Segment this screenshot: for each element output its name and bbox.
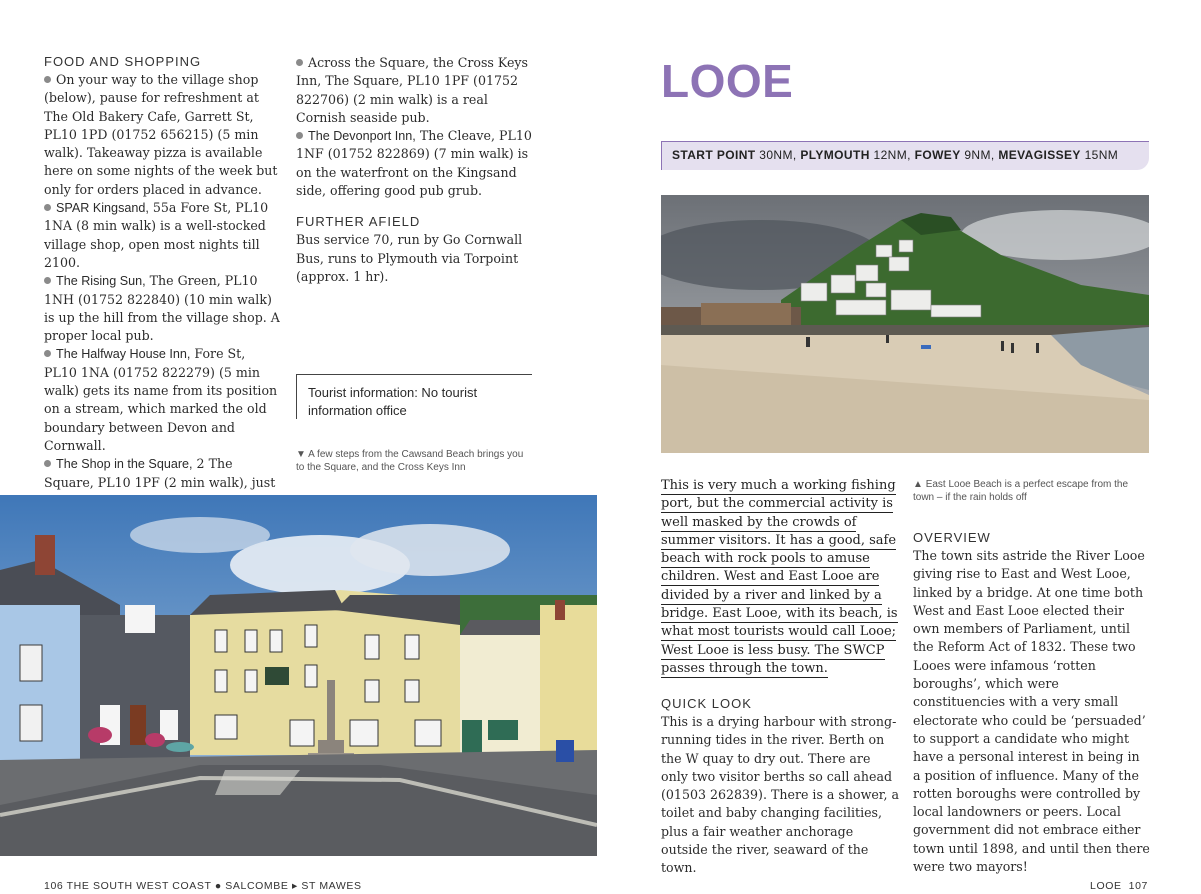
bullet-icon xyxy=(296,59,303,66)
photo-caption-left: ▼ A few steps from the Cawsand Beach brings you to the Square, and the Cross Keys Inn xyxy=(296,449,524,473)
photo-caption-right: ▲ East Looe Beach is a perfect escape from the town – if the rain holds off xyxy=(913,479,1129,503)
triangle-up-icon: ▲ xyxy=(913,479,923,490)
quick-look-section xyxy=(661,696,901,878)
food-shopping-column-2 xyxy=(296,54,534,286)
tourist-info-box: Tourist information: No tourist information office xyxy=(296,374,532,419)
east-looe-beach-photo xyxy=(661,195,1149,453)
food-entry: SPAR Kingsand, 55a Fore St, PL10 1NA (8 min walk) is a well-stocked village shop, open most nights till 2100. xyxy=(44,200,269,270)
overview-text: The town sits astride the River Looe giving rise to East and West Looe, linked by a bridge. At one time both West and East Looe elected their own members of Parliament, until the Reform Act of 1832. These two Looes were infamous ‘rotten boroughs’, which were constituencies with a very small electorate who could be ‘persuaded’ to support a candidate who might have a personal interest in being in a position of influence. Many of the rotten boroughs were controlled by local landowners or peers. Local government did not embrace either town until 1898, and until then there were two mayors! xyxy=(913,548,1150,875)
further-afield-heading: FURTHER AFIELD xyxy=(296,214,421,230)
cawsand-square-photo xyxy=(0,495,597,856)
food-entry: The Halfway House Inn, Fore St, PL10 1NA (01752 822279) (5 min walk) gets its name from its position on a stream, which marked the old boundary between Devon and Cornwall. xyxy=(44,346,278,453)
bullet-icon xyxy=(44,460,51,467)
bullet-icon xyxy=(44,76,51,83)
quick-look-heading: QUICK LOOK xyxy=(661,696,752,711)
food-entry: On your way to the village shop (below), pause for refreshment at The Old Bakery Cafe, Garrett St, PL10 1PD (01752 656215) (5 min walk). Takeaway pizza is available here on some nights of the week but only for orders placed in advance. xyxy=(44,72,278,197)
food-entry: The Devonport Inn, The Cleave, PL10 1NF (01752 822869) (7 min walk) is on the waterfront on the Kingsand side, offering good pub grub. xyxy=(296,128,532,199)
bullet-icon xyxy=(44,204,51,211)
footer-left: 106 THE SOUTH WEST COAST ● SALCOMBE ▸ ST MAWES xyxy=(44,880,362,892)
triangle-right-icon: ▸ xyxy=(291,880,298,892)
distances-bar: START POINT 30NM, PLYMOUTH 12NM, FOWEY 9NM, MEVAGISSEY 15NM xyxy=(661,141,1149,170)
page-title: LOOE xyxy=(661,55,794,107)
food-shopping-heading: FOOD AND SHOPPING xyxy=(44,54,202,69)
further-afield-text: Bus service 70, run by Go Cornwall Bus, runs to Plymouth via Torpoint (approx. 1 hr). xyxy=(296,232,523,284)
bullet-icon xyxy=(44,350,51,357)
food-entry: Across the Square, the Cross Keys Inn, The Square, PL10 1PF (01752 822706) (2 min walk) is a real Cornish seaside pub. xyxy=(296,55,528,125)
overview-section xyxy=(913,530,1151,876)
food-shopping-column-1 xyxy=(44,54,282,547)
quick-look-text: This is a drying harbour with strong-running tides in the river. Berth on the W quay to dry out. There are only two visitor berths so call ahead (01503 262839). There is a shower, a toilet and baby changing facilities, plus a fair weather anchorage outside the river, seaward of the town. xyxy=(661,714,899,876)
footer-right: LOOE 107 xyxy=(1090,880,1148,892)
food-entry: The Shop in the Square, 2 The Square, PL10 1PF (2 min walk), just xyxy=(44,456,276,490)
overview-heading: OVERVIEW xyxy=(913,530,991,545)
bullet-icon: ● xyxy=(214,880,222,892)
bullet-icon xyxy=(44,277,51,284)
intro-paragraph xyxy=(661,477,901,678)
food-entry: The Rising Sun, The Green, PL10 1NH (01752 822840) (10 min walk) is up the hill from the village shop. A proper local pub. xyxy=(44,273,280,344)
triangle-down-icon: ▼ xyxy=(296,449,306,460)
further-afield-section xyxy=(296,214,534,286)
bullet-icon xyxy=(296,132,303,139)
intro-text: This is very much a working fishing port, but the commercial activity is well masked by the crowds of summer visitors. It has a good, safe beach with rock pools to amuse children. West and East Looe are divided by a river and linked by a bridge. East Looe, with its beach, is what most tourists would call Looe; West Looe is less busy. The SWCP passes through the town. xyxy=(661,478,898,676)
